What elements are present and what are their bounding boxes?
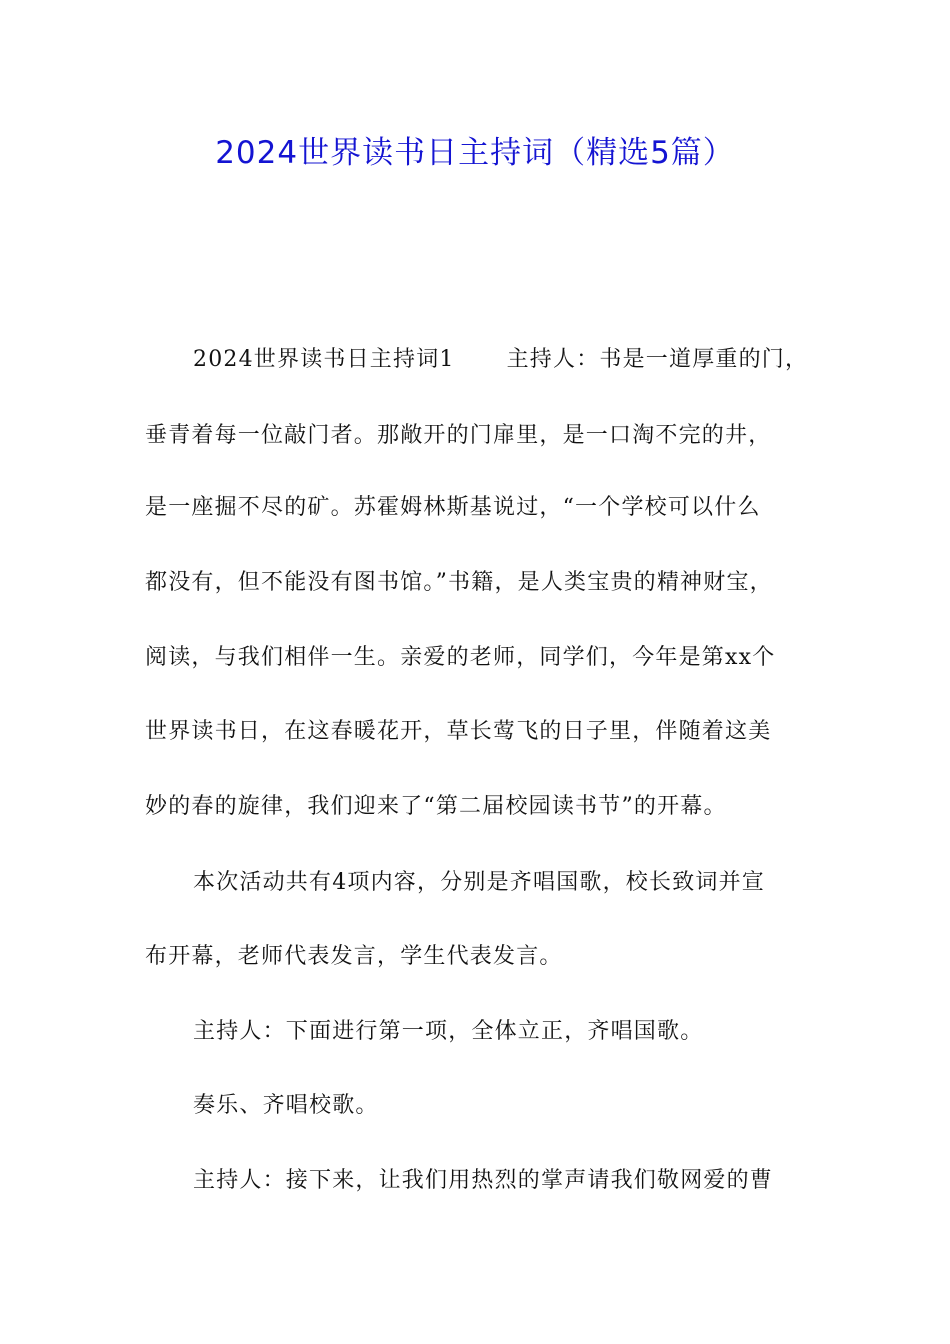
paragraph-line: 布开幕，老师代表发言，学生代表发言。 <box>145 944 563 969</box>
paragraph-line: 是一座掘不尽的矿。苏霍姆林斯基说过，“一个学校可以什么 <box>145 495 761 520</box>
paragraph-line: 奏乐、齐唱校歌。 <box>193 1093 379 1118</box>
paragraph-line: 本次活动共有4项内容，分别是齐唱国歌，校长致词并宣 <box>193 870 765 895</box>
paragraph-line: 主持人：下面进行第一项，全体立正，齐唱国歌。 <box>193 1019 704 1044</box>
paragraph-line: 妙的春的旋律，我们迎来了“第二届校园读书节”的开幕。 <box>145 794 727 819</box>
paragraph-line: 垂青着每一位敲门者。那敞开的门扉里，是一口淘不完的井， <box>145 423 772 448</box>
document-title: 2024世界读书日主持词（精选5篇） <box>215 135 735 171</box>
paragraph-line <box>193 345 808 375</box>
line-text: 主持人：书是一道厚重的门， <box>506 347 809 372</box>
paragraph-line: 世界读书日，在这春暖花开，草长莺飞的日子里，伴随着这美 <box>145 719 772 744</box>
paragraph-line: 主持人：接下来，让我们用热烈的掌声请我们敬网爱的曹 <box>193 1168 774 1193</box>
paragraph-line: 都没有，但不能没有图书馆。”书籍，是人类宝贵的精神财宝， <box>145 570 773 595</box>
section-heading: 2024世界读书日主持词1 <box>193 347 455 372</box>
paragraph-line: 阅读，与我们相伴一生。亲爱的老师，同学们，今年是第xx个 <box>145 645 776 670</box>
